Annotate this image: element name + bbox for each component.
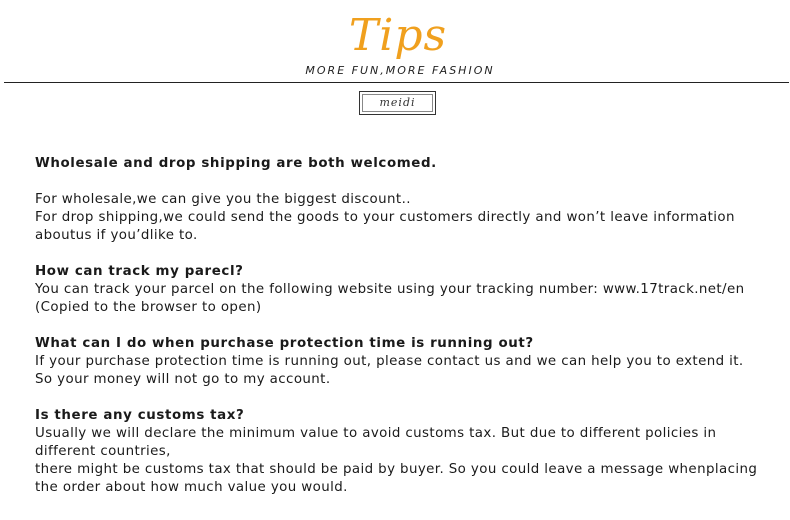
header-divider: [4, 82, 789, 83]
section-text-line: (Copied to the browser to open): [35, 300, 262, 315]
brand-logo-text: meidi: [362, 94, 433, 112]
section-text-line: You can track your parcel on the following website using your tracking number: www.17track.net/en: [35, 282, 745, 297]
section-text-line: aboutus if you’dlike to.: [35, 228, 198, 243]
section-heading: How can track my parecl?: [35, 264, 244, 279]
section-heading: Is there any customs tax?: [35, 408, 245, 423]
section-tracking: [35, 263, 775, 317]
tips-header: [0, 0, 790, 120]
section-text-line: So your money will not go to my account.: [35, 372, 331, 387]
section-purchase-protection: [35, 335, 775, 389]
section-text-line: there might be customs tax that should be paid by buyer. So you could leave a message whenplacing: [35, 462, 758, 477]
section-text-line: the order about how much value you would.: [35, 480, 348, 495]
section-text-line: For wholesale,we can give you the biggest discount..: [35, 192, 411, 207]
section-wholesale: [35, 155, 775, 245]
section-text-line: If your purchase protection time is running out, please contact us and we can help you to extend it.: [35, 354, 744, 369]
page-title: Tips: [348, 10, 448, 61]
section-text-line: For drop shipping,we could send the goods to your customers directly and won’t leave information: [35, 210, 735, 225]
section-text-line: Usually we will declare the minimum value to avoid customs tax. But due to different policies in: [35, 426, 717, 441]
brand-logo: [359, 91, 436, 115]
page-subtitle: MORE FUN,MORE FASHION: [305, 64, 495, 77]
tips-content: [35, 155, 775, 515]
section-heading: Wholesale and drop shipping are both welcomed.: [35, 156, 437, 171]
section-heading: What can I do when purchase protection time is running out?: [35, 336, 534, 351]
section-text-line: different countries,: [35, 444, 171, 459]
section-customs-tax: [35, 407, 775, 497]
